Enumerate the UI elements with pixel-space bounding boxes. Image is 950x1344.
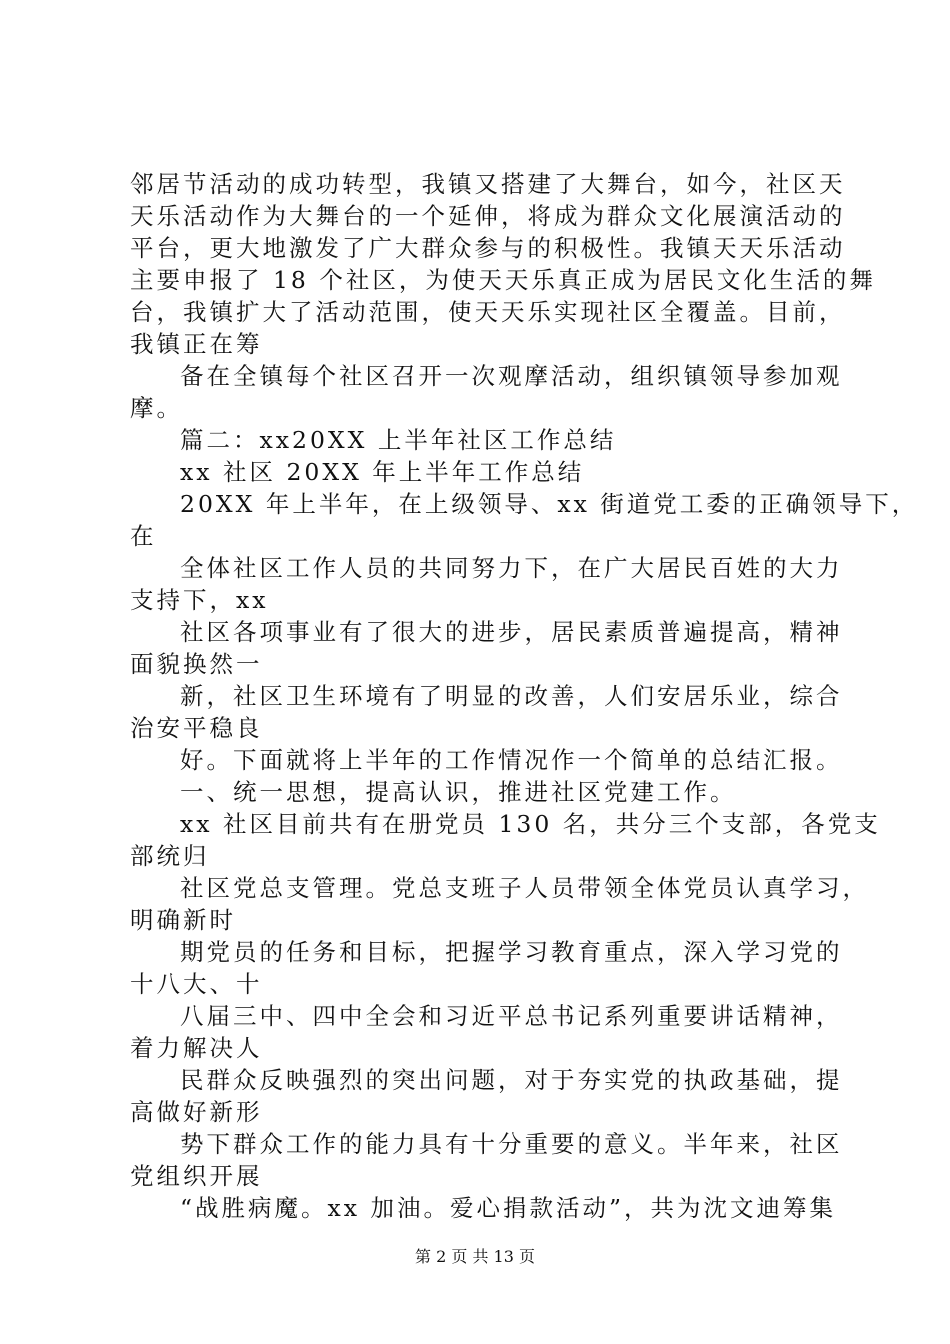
text-line: 一、统一思想，提高认识，推进社区党建工作。 [180,778,737,806]
text-line: xx 社区 20XX 年上半年工作总结 [180,458,585,486]
text-line: 势下群众工作的能力具有十分重要的意义。半年来，社区 [180,1130,843,1158]
text-line: 平台，更大地激发了广大群众参与的积极性。我镇天天乐活动 [130,234,846,262]
text-line: 高做好新形 [130,1098,263,1126]
text-line: xx 社区目前共有在册党员 130 名，共分三个支部，各党支 [180,810,881,838]
text-line: 备在全镇每个社区召开一次观摩活动，组织镇领导参加观 [180,362,843,390]
text-line: 期党员的任务和目标，把握学习教育重点，深入学习党的 [180,938,843,966]
text-line: 主要申报了 18 个社区，为使天天乐真正成为居民文化生活的舞 [130,266,876,294]
text-line: 邻居节活动的成功转型，我镇又搭建了大舞台，如今，社区天 [130,170,846,198]
text-line: 治安平稳良 [130,714,263,742]
text-line: 好。下面就将上半年的工作情况作一个简单的总结汇报。 [180,746,843,774]
text-line: 支持下，xx [130,586,269,614]
text-line: 八届三中、四中全会和习近平总书记系列重要讲话精神， [180,1002,843,1030]
text-line: 党组织开展 [130,1162,263,1190]
text-line: 部统归 [130,842,210,870]
text-line: 20XX 年上半年，在上级领导、xx 街道党工委的正确领导下， [180,490,919,518]
text-line: 社区党总支管理。党总支班子人员带领全体党员认真学习， [180,874,869,902]
page-footer: 第 2 页 共 13 页 [415,1247,535,1266]
text-line: 台，我镇扩大了活动范围，使天天乐实现社区全覆盖。目前， [130,298,846,326]
text-line: 全体社区工作人员的共同努力下，在广大居民百姓的大力 [180,554,843,582]
text-line: “战胜病魔。xx 加油。爱心捐款活动”，共为沈文迪筹集 [180,1194,837,1222]
text-line: 篇二：xx20XX 上半年社区工作总结 [180,426,617,454]
text-line: 着力解决人 [130,1034,263,1062]
document-body [130,168,919,1224]
text-line: 社区各项事业有了很大的进步，居民素质普遍提高，精神 [180,618,843,646]
text-line: 新，社区卫生环境有了明显的改善，人们安居乐业，综合 [180,682,843,710]
text-line: 在 [130,522,157,550]
text-line: 摩。 [130,394,183,422]
text-line: 面貌换然一 [130,650,263,678]
text-line: 民群众反映强烈的突出问题，对于夯实党的执政基础，提 [180,1066,843,1094]
text-line: 十八大、十 [130,970,263,998]
text-line: 我镇正在筹 [130,330,263,358]
text-line: 天乐活动作为大舞台的一个延伸，将成为群众文化展演活动的 [130,202,846,230]
text-line: 明确新时 [130,906,236,934]
